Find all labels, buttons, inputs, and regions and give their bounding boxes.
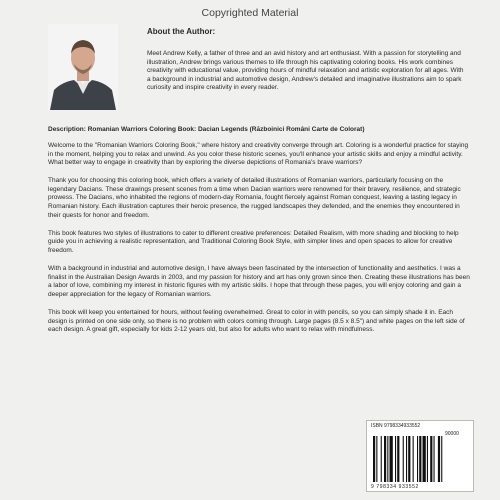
author-portrait-icon: [48, 24, 118, 110]
barcode-bar: [427, 436, 428, 482]
price-code: 90000: [445, 431, 459, 437]
barcode-bar: [430, 436, 432, 482]
barcode-bar: [423, 436, 426, 482]
barcode-bar: [403, 436, 404, 482]
description-paragraph-2: Thank you for choosing this coloring book, which offers a variety of detailed illustrations of Romanian warriors, particularly focusing on the legendary Dacians. These drawings present scenes from a time when Dacian warriors were renowned for their bravery, resilience, and strategic prowess. The Dacians, who inhabited the regions of modern-day Romania, fought fiercely against Roman conquest, leaving a lasting legacy in Romanian history. Each illustration captures their heroic presence, the rugged landscapes they defended, and the enemies they encountered in their quests for honor and freedom.: [48, 177, 461, 219]
description-paragraph-1: Welcome to the "Romanian Warriors Coloring Book," where history and creativity converge through art. Coloring is a wonderful practice for staying in the moment, helping you to relax and unwind. As you color these historic scenes, you'll enhance your artistic skills and enjoy a mindful activity. What better way to engage in creativity than by exploring the diverse depictions of Romania's brave warriors?: [48, 142, 469, 167]
description-paragraph-4: With a background in industrial and automotive design, I have always been fascinated by the intersection of functionality and aesthetics. I was a finalist in the Australian Design Awards in 2003, and my passion for history and art has only grown since then. Creating these illustrations has been a labor of love, combining my interest in historic figures with my artistic skills. I hope that through these pages, you will enjoy coloring and gain a deeper appreciation for the legacy of Romanian warriors.: [48, 265, 470, 298]
barcode-bar: [395, 436, 396, 482]
copyright-watermark: Copyrighted Material: [201, 7, 299, 19]
barcode-bar: [397, 436, 399, 482]
barcode-bar: [381, 436, 382, 482]
barcode-bar: [417, 436, 418, 482]
barcode-digits: 9 798334 933552: [371, 484, 419, 490]
isbn-label: ISBN 9798334933552: [371, 423, 421, 429]
barcode-bar: [419, 436, 421, 482]
barcode-bar: [438, 436, 440, 482]
barcode-bar: [441, 436, 442, 482]
description-body: [48, 142, 470, 344]
barcode-bar: [408, 436, 410, 482]
barcode-bar: [434, 436, 435, 482]
barcode-bar: [384, 436, 386, 482]
description-heading: Description: Romanian Warriors Coloring Book: Dacian Legends (Războinici Români Carte de Colorat): [48, 126, 365, 133]
barcode-icon: [371, 430, 471, 484]
barcode-block: [366, 420, 474, 492]
author-bio: Meet Andrew Kelly, a father of three and an avid history and art enthusiast. With a passion for storytelling and illustration, Andrew brings various themes to life through his captivating coloring books. His work combines creativity with educational value, providing hours of mindful relaxation and artistic exploration for all ages. With a background in industrial and automotive design, Andrew's detailed and imaginative illustrations aim to spark curiosity and inspire creativity in every reader.: [147, 50, 464, 92]
barcode-bar: [413, 436, 414, 482]
barcode-bar: [387, 436, 388, 482]
description-paragraph-5: This book will keep you entertained for hours, without feeling overwhelmed. Great to color in with pencils, so you can simply shade it in. Each design is printed on one side only, so there is no problem with colors coming through. Large pages (8.5 x 8.5") and white pages on the left side of each design. A great gift, especially for kids 2-12 years old, but also for adults who want to relax with mindfulness.: [48, 308, 465, 334]
barcode-bar: [406, 436, 407, 482]
about-author-heading: About the Author:: [147, 27, 216, 36]
barcode-bar: [376, 436, 377, 482]
barcode-bar: [390, 436, 393, 482]
author-portrait-svg: [48, 24, 118, 110]
description-paragraph-3: This book features two styles of illustrations to cater to different creative preferences: Detailed Realism, with more shading and blocking to help guide you in achieving a realistic representation, and Traditional Coloring Book Style, with simpler lines and open spaces to allow for creative freedom.: [48, 229, 459, 254]
barcode-bar: [373, 436, 375, 482]
